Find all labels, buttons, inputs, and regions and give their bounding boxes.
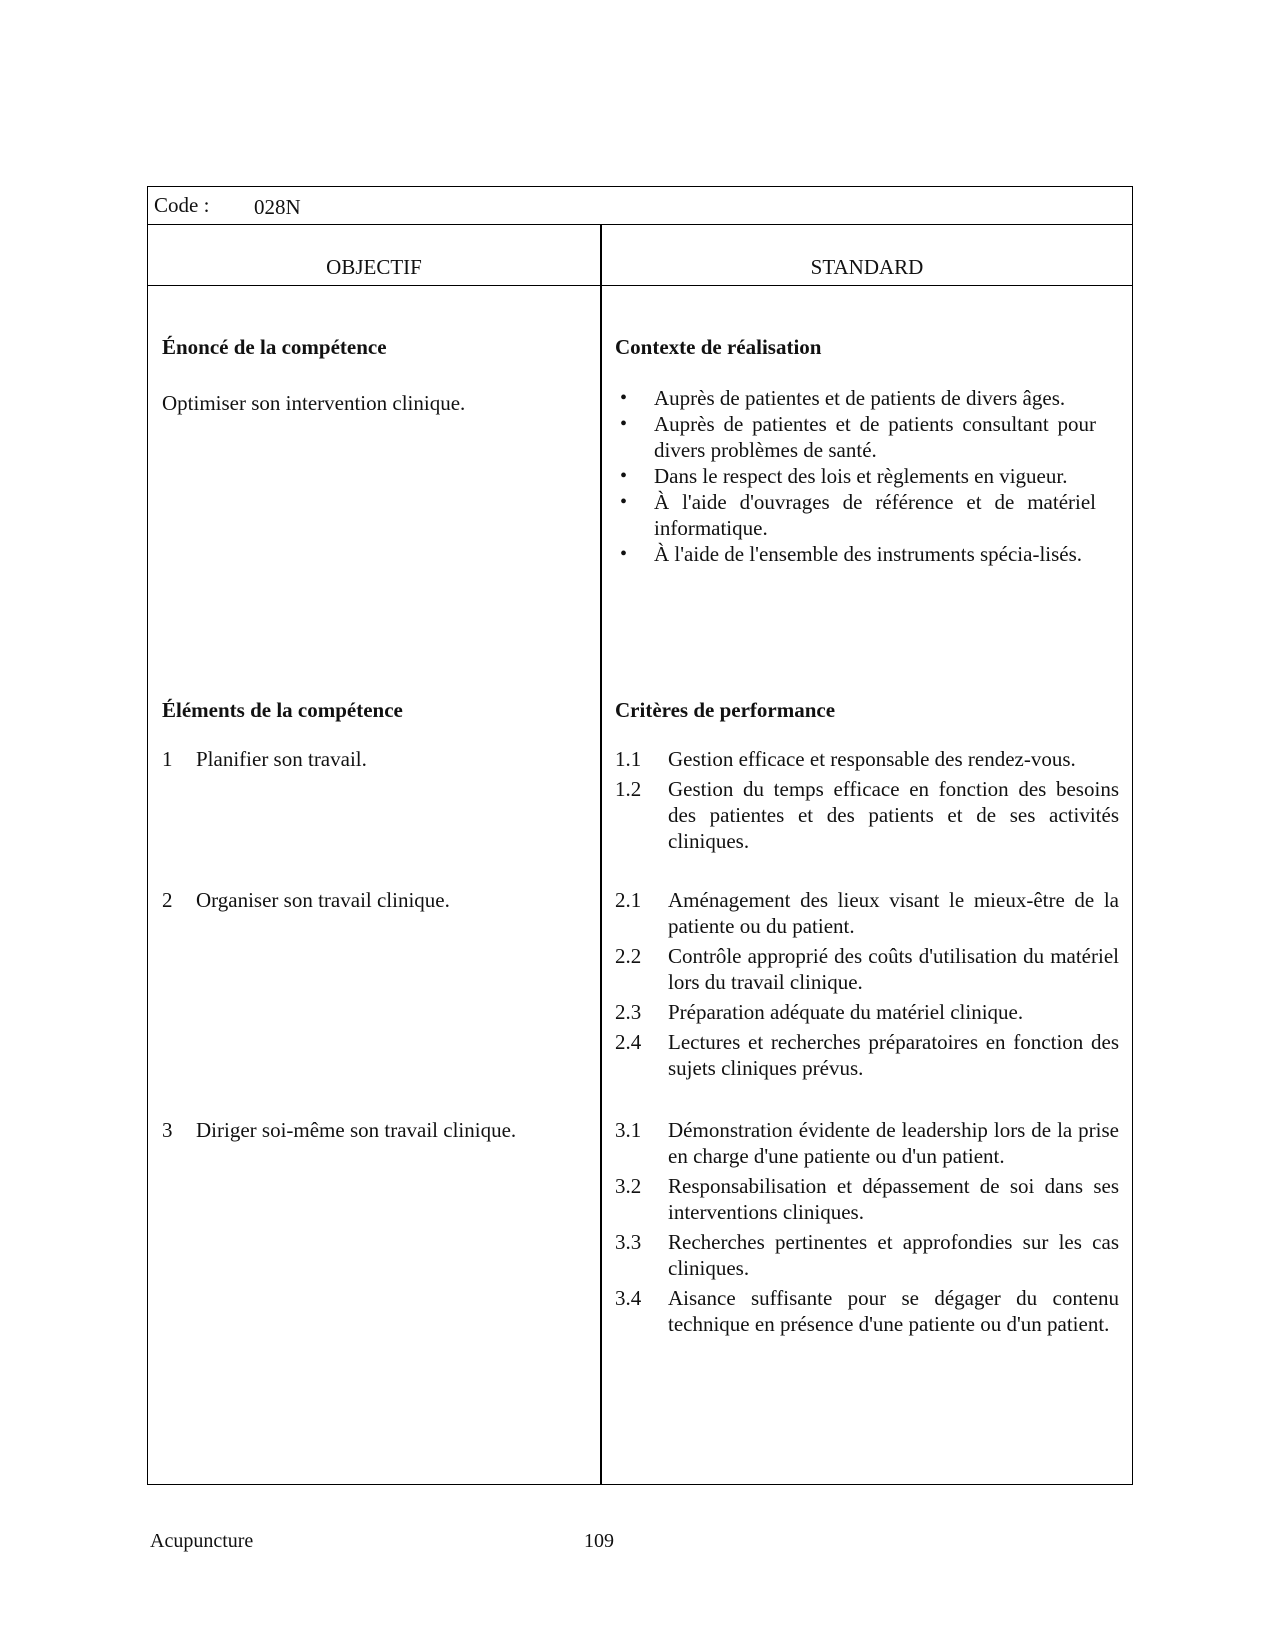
criterion-number: 1.2 bbox=[615, 777, 642, 801]
elements-heading: Éléments de la compétence bbox=[162, 698, 403, 722]
criterion bbox=[615, 1117, 1119, 1169]
element-number: 3 bbox=[162, 1118, 173, 1142]
criteres-heading: Critères de performance bbox=[615, 698, 836, 722]
criterion bbox=[615, 1029, 1119, 1081]
footer-program: Acupuncture bbox=[150, 1530, 254, 1552]
contexte-heading: Contexte de réalisation bbox=[615, 335, 822, 359]
contexte-item: • Auprès de patientes et de patients de divers âges. bbox=[616, 385, 1096, 411]
criterion-text: Gestion efficace et responsable des rendez-vous. bbox=[668, 747, 1076, 771]
contexte-item: • À l'aide de l'ensemble des instruments spécia-lisés. bbox=[616, 541, 1096, 567]
criterion-number: 2.1 bbox=[615, 888, 642, 912]
standard-header: STANDARD bbox=[810, 255, 924, 279]
criterion-number: 3.1 bbox=[615, 1118, 642, 1142]
contexte-item: • Auprès de patientes et de patients consultant pour divers problèmes de santé. bbox=[616, 411, 1096, 463]
competence-text: Optimiser son intervention clinique. bbox=[162, 391, 466, 415]
criterion-text: Démonstration évidente de leadership lors de la prise en charge d'une patiente ou d'un patient. bbox=[668, 1118, 1119, 1168]
criterion-number: 2.4 bbox=[615, 1030, 642, 1054]
criterion bbox=[615, 999, 1119, 1025]
criterion-text: Recherches pertinentes et approfondies sur les cas cliniques. bbox=[668, 1230, 1119, 1280]
criterion-text: Responsabilisation et dépassement de soi dans ses interventions cliniques. bbox=[668, 1174, 1119, 1224]
criterion-text: Lectures et recherches préparatoires en fonction des sujets cliniques prévus. bbox=[668, 1030, 1119, 1080]
criterion-text: Aménagement des lieux visant le mieux-être de la patiente ou du patient. bbox=[668, 888, 1119, 938]
page-number: 109 bbox=[584, 1530, 614, 1552]
criterion bbox=[615, 746, 1119, 772]
column-divider bbox=[600, 225, 602, 1484]
criterion-number: 3.3 bbox=[615, 1230, 642, 1254]
criterion-text: Contrôle approprié des coûts d'utilisation du matériel lors du travail clinique. bbox=[668, 944, 1119, 994]
criteria-group-3 bbox=[615, 1117, 1119, 1341]
contexte-list bbox=[616, 385, 1096, 567]
criterion-number: 2.3 bbox=[615, 1000, 642, 1024]
element-text: Planifier son travail. bbox=[196, 747, 367, 771]
criterion-text: Gestion du temps efficace en fonction des besoins des patientes et des patients et de ses activités cliniques. bbox=[668, 777, 1119, 853]
code-value: 028N bbox=[254, 195, 301, 219]
code-row bbox=[148, 187, 1132, 225]
contexte-item: • À l'aide d'ouvrages de référence et de matériel informatique. bbox=[616, 489, 1096, 541]
criterion-number: 2.2 bbox=[615, 944, 642, 968]
element-text: Diriger soi-même son travail clinique. bbox=[196, 1118, 517, 1142]
criterion-number: 3.4 bbox=[615, 1286, 642, 1310]
element-number: 2 bbox=[162, 888, 173, 912]
element-number: 1 bbox=[162, 747, 173, 771]
element-text: Organiser son travail clinique. bbox=[196, 888, 450, 912]
criterion bbox=[615, 887, 1119, 939]
criteria-group-1 bbox=[615, 746, 1119, 858]
criterion-text: Préparation adéquate du matériel clinique. bbox=[668, 1000, 1024, 1024]
criterion bbox=[615, 776, 1119, 854]
code-label: Code : bbox=[154, 193, 210, 217]
criterion bbox=[615, 1285, 1119, 1337]
criterion-number: 3.2 bbox=[615, 1174, 642, 1198]
competency-table bbox=[147, 186, 1133, 1485]
header-divider bbox=[148, 285, 1132, 286]
criterion bbox=[615, 1229, 1119, 1281]
criterion-number: 1.1 bbox=[615, 747, 642, 771]
contexte-item: • Dans le respect des lois et règlements en vigueur. bbox=[616, 463, 1096, 489]
objectif-header: OBJECTIF bbox=[326, 255, 422, 279]
criterion bbox=[615, 1173, 1119, 1225]
criterion-text: Aisance suffisante pour se dégager du contenu technique en présence d'une patiente ou d'un patient. bbox=[668, 1286, 1119, 1336]
criteria-group-2 bbox=[615, 887, 1119, 1085]
criterion bbox=[615, 943, 1119, 995]
competence-heading: Énoncé de la compétence bbox=[162, 335, 387, 359]
